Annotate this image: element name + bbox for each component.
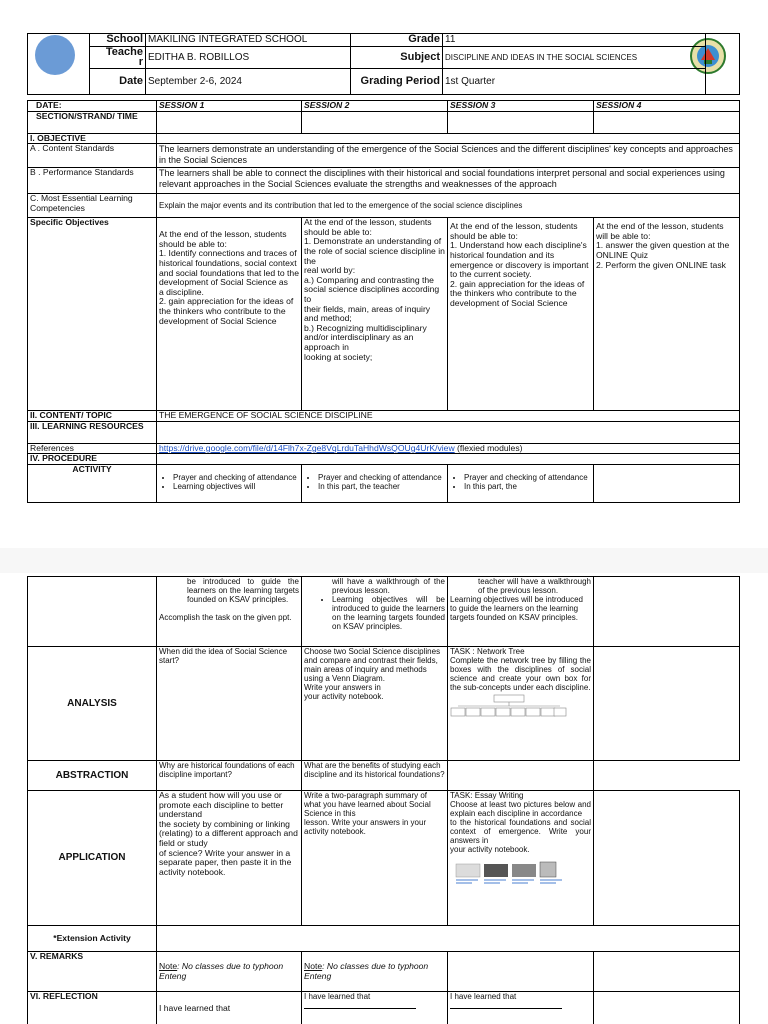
analysis-s3-text: TASK : Network Tree Complete the network tree by filling the boxes with the disciplines of social science and create your own box for the sub-concepts under each discipline. bbox=[450, 647, 591, 692]
school-value: MAKILING INTEGRATED SCHOOL bbox=[146, 34, 351, 47]
teacher-label: Teache r bbox=[90, 47, 146, 69]
references-suffix: (flexied modules) bbox=[454, 443, 523, 453]
remarks-note: Note bbox=[304, 960, 323, 971]
melc-label: C. Most Essential Learning Competencies bbox=[28, 194, 157, 218]
activity-session-1 bbox=[157, 464, 302, 502]
content-standards-text: The learners demonstrate an understanding of the emergence of the Social Sciences and the different disciplines' key concepts and approaches in the Social Sciences bbox=[157, 144, 740, 168]
activity-s2-continued: will have a walkthrough of the previous lesson. bbox=[332, 577, 445, 595]
specific-objectives-session-3: At the end of the lesson, students should be able to: 1. Understand how each discipline's historical foundation and its emergence or discovery is important to the current society. 2. gain appreciation for the ideas of the thinkers who contribute to the development of Social Science bbox=[448, 218, 594, 411]
network-tree-diagram bbox=[450, 694, 568, 720]
school-label: School bbox=[90, 34, 146, 47]
reflection-session-3 bbox=[448, 992, 594, 1024]
activity-s3-continued: teacher will have a walkthrough of the previous lesson. bbox=[478, 577, 591, 595]
activity-session-3 bbox=[448, 464, 594, 502]
analysis-label: ANALYSIS bbox=[28, 647, 157, 761]
activity-s1-task: Accomplish the task on the given ppt. bbox=[159, 613, 292, 622]
session-3-header: SESSION 3 bbox=[448, 101, 594, 112]
abstraction-label: ABSTRACTION bbox=[28, 761, 157, 791]
abstraction-session-1: Why are historical foundations of each discipline important? bbox=[157, 761, 302, 791]
specific-objectives-session-1: At the end of the lesson, students should be able to: 1. Identify connections and traces of historical foundations, social context and social foundations that led to the development of Social Science as a discipline. 2. gain appreciation for the ideas of the thinkers who contribute to the development of Social Science bbox=[157, 218, 302, 411]
seal-cell bbox=[706, 34, 740, 95]
session-4-header: SESSION 4 bbox=[594, 101, 740, 112]
procedure-table bbox=[27, 576, 740, 1024]
subject-value: DISCIPLINE AND IDEAS IN THE SOCIAL SCIENCES bbox=[443, 47, 706, 69]
activity-s1-continued: be introduced to guide the learners on the learning targets founded on KSAV principles. bbox=[187, 577, 299, 604]
remarks-label: V. REMARKS bbox=[28, 952, 157, 992]
list-item: • Prayer and checking of attendance bbox=[464, 473, 591, 482]
remarks-text: : No classes due to typhoon Enteng bbox=[159, 960, 284, 981]
references-link[interactable]: https://drive.google.com/file/d/14Flh7x-Zge8VqLrduTaHhdWsQOUg4UrK/view bbox=[159, 443, 455, 453]
activity-session-1-cont bbox=[157, 577, 302, 647]
list-item: • Prayer and checking of attendance bbox=[318, 473, 445, 482]
answer-line bbox=[450, 1008, 562, 1009]
application-s3-text: TASK: Essay Writing Choose at least two pictures below and explain each discipline in accordance to the historical foundations and social context of emergence. Write your answers in your activity notebook. bbox=[450, 791, 591, 854]
objective-heading: I. OBJECTIVE bbox=[28, 133, 157, 144]
analysis-session-3 bbox=[448, 647, 594, 761]
application-label: APPLICATION bbox=[28, 791, 157, 926]
content-topic-label: II. CONTENT/ TOPIC bbox=[28, 411, 157, 422]
extension-activity-label: *Extension Activity bbox=[28, 926, 157, 952]
activity-session-2-cont bbox=[302, 577, 448, 647]
analysis-session-2: Choose two Social Science disciplines and compare and contrast their fields, main areas of inquiry and methods using a Venn Diagram. Write your answers in your activity notebook. bbox=[302, 647, 448, 761]
application-session-3 bbox=[448, 791, 594, 926]
answer-line bbox=[304, 1008, 416, 1009]
section-row-label: SECTION/STRAND/ TIME bbox=[28, 111, 157, 133]
list-item: • In this part, the bbox=[464, 482, 591, 491]
reflection-session-1: I have learned that bbox=[157, 992, 302, 1024]
list-item: • Prayer and checking of attendance bbox=[173, 473, 299, 482]
references-cell bbox=[157, 443, 740, 454]
grade-label: Grade bbox=[351, 34, 443, 47]
remarks-session-1 bbox=[157, 952, 302, 992]
subject-label: Subject bbox=[351, 47, 443, 69]
activity-session-3-cont bbox=[448, 577, 594, 647]
remarks-session-2 bbox=[302, 952, 448, 992]
date-label: Date bbox=[90, 69, 146, 95]
reflection-s3-text: I have learned that bbox=[450, 992, 517, 1001]
list-item: • Learning objectives will bbox=[173, 482, 299, 491]
activity-label: ACTIVITY bbox=[28, 464, 157, 502]
grading-period-value: 1st Quarter bbox=[443, 69, 706, 95]
list-item: • In this part, the teacher bbox=[318, 482, 445, 491]
content-topic-text: THE EMERGENCE OF SOCIAL SCIENCE DISCIPLINE bbox=[157, 411, 740, 422]
content-standards-label: A . Content Standards bbox=[28, 144, 157, 168]
references-label: References bbox=[28, 443, 157, 454]
activity-s3-more: Learning objectives will be introduced to guide the learners on the learning targets founded on KSAV principles. bbox=[450, 595, 583, 622]
essay-pictures bbox=[450, 858, 570, 886]
performance-standards-text: The learners shall be able to connect the disciplines with their historical and social foundations interpret personal and social experiences using relevant approaches in the Social Sciences evaluate the strengths and weaknesses of the approach bbox=[157, 168, 740, 194]
teacher-value: EDITHA B. ROBILLOS bbox=[146, 47, 351, 69]
performance-standards-label: B . Performance Standards bbox=[28, 168, 157, 194]
abstraction-session-2: What are the benefits of studying each discipline and its historical foundations? bbox=[302, 761, 448, 791]
reflection-session-2 bbox=[302, 992, 448, 1024]
reflection-s2-text: I have learned that bbox=[304, 992, 371, 1001]
analysis-session-1: When did the idea of Social Science start? bbox=[157, 647, 302, 761]
session-1-header: SESSION 1 bbox=[157, 101, 302, 112]
specific-objectives-session-2: At the end of the lesson, students should be able to: 1. Demonstrate an understanding of the role of social science discipline in the real world by: a.) Comparing and contrasting the social science disciplines according to their fields, main, areas of inquiry and method; b.) Recognizing multidisciplinary and/or interdisciplinary as an approach in looking at society; bbox=[302, 218, 448, 411]
reflection-label: VI. REFLECTION bbox=[28, 992, 157, 1024]
grading-period-label: Grading Period bbox=[351, 69, 443, 95]
procedure-label: IV. PROCEDURE bbox=[28, 454, 157, 465]
list-item: • Learning objectives will be introduced to guide the learners on the learning targets founded on KSAV principles. bbox=[332, 595, 445, 631]
learning-resources-label: III. LEARNING RESOURCES bbox=[28, 421, 157, 443]
application-session-2: Write a two-paragraph summary of what you have learned about Social Science in this lesson. Write your answers in your activity notebook. bbox=[302, 791, 448, 926]
logo-cell bbox=[28, 34, 90, 95]
specific-objectives-label: Specific Objectives bbox=[28, 218, 157, 411]
remarks-text: : No classes due to typhoon Enteng bbox=[304, 960, 429, 981]
date-value: September 2-6, 2024 bbox=[146, 69, 351, 95]
activity-session-2 bbox=[302, 464, 448, 502]
grade-value: 11 bbox=[443, 34, 706, 47]
date-row-label: DATE: bbox=[28, 101, 157, 112]
session-2-header: SESSION 2 bbox=[302, 101, 448, 112]
lesson-plan-table bbox=[27, 100, 740, 503]
specific-objectives-session-4: At the end of the lesson, students will be able to: 1. answer the given question at the ONLINE Quiz 2. Perform the given ONLINE task bbox=[594, 218, 740, 411]
remarks-note: Note bbox=[159, 960, 178, 971]
lesson-plan-page-2 bbox=[0, 573, 768, 1024]
application-session-1: As a student how will you use or promote each discipline to better understand the society by combining or linking (relating) to a different approach and field or study of science? Write your answer in a separate paper, then paste it in the activity notebook. bbox=[157, 791, 302, 926]
melc-text: Explain the major events and its contribution that led to the emergence of the social science disciplines bbox=[157, 194, 740, 218]
